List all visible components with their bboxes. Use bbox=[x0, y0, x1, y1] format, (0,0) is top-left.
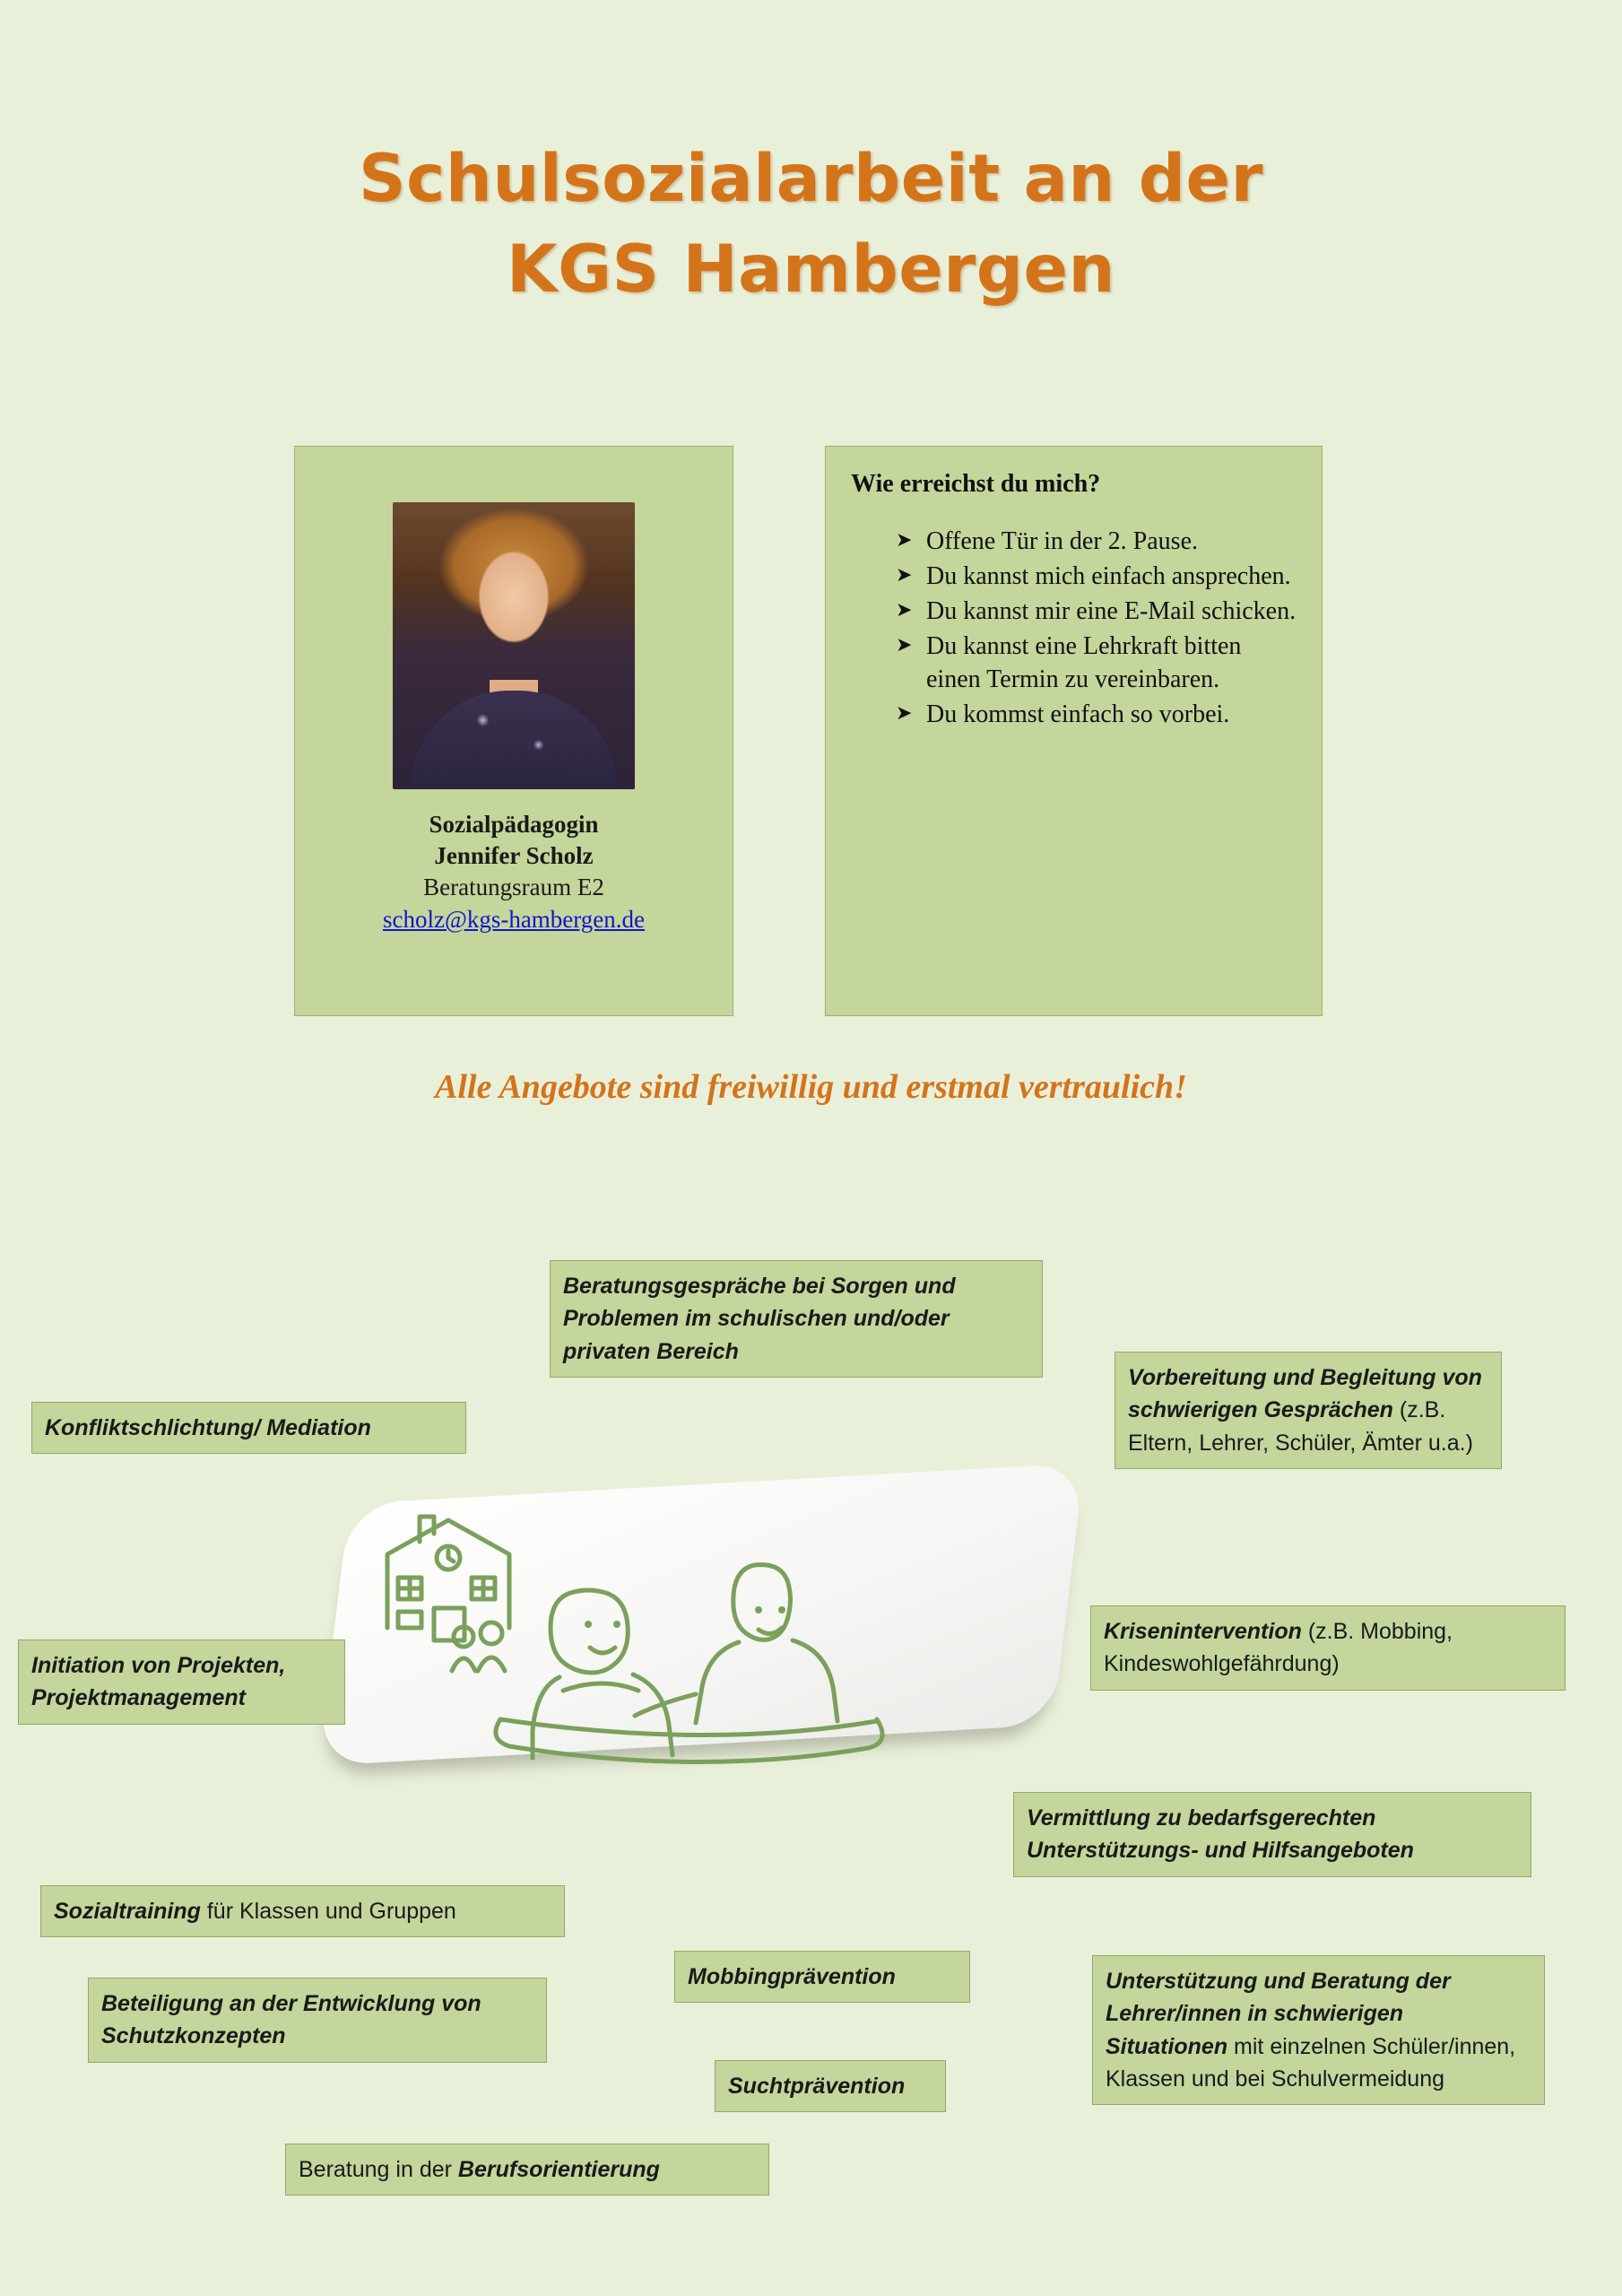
service-label-strong: Initiation von Projekten, Projektmanagement bbox=[31, 1653, 286, 1711]
contact-heading: Wie erreichst du mich? bbox=[851, 470, 1101, 498]
staff-card bbox=[294, 446, 733, 1016]
contact-list bbox=[849, 526, 1298, 732]
service-label-rest: (z.B. Eltern, Lehrer, Schüler, Ämter u.a.) bbox=[1128, 1397, 1473, 1456]
service-label-strong: Beratungsgespräche bei Sorgen und Problemen im schulischen und/oder privaten Bereich bbox=[563, 1274, 956, 1364]
service-vermittlung bbox=[1013, 1792, 1531, 1877]
illustration-counselling bbox=[334, 1484, 1100, 1780]
service-initiation-projekte bbox=[18, 1639, 345, 1725]
service-label-strong: Unterstützung und Beratung der Lehrer/innen in schwierigen Situationen bbox=[1106, 1969, 1451, 2059]
contact-card bbox=[825, 446, 1323, 1016]
service-mobbingpraevention bbox=[674, 1951, 970, 2003]
service-beteiligung-schutzkonzepte bbox=[88, 1978, 547, 2063]
list-item: ➤ Du kannst mich einfach ansprechen. bbox=[896, 561, 1298, 594]
illustration-drawing bbox=[334, 1484, 1100, 1780]
list-item: ➤ Du kannst mir eine E-Mail schicken. bbox=[896, 596, 1298, 629]
service-label-emph: Berufsorientierung bbox=[457, 2157, 660, 2182]
service-label-rest: (z.B. Mobbing, Kindeswohlgefährdung) bbox=[1104, 1619, 1453, 1677]
service-label-strong: Konfliktschlichtung/ Mediation bbox=[45, 1415, 371, 1440]
service-label-strong: Krisenintervention bbox=[1104, 1619, 1302, 1644]
service-label-strong: Beteiligung an der Entwicklung von Schutzkonzepten bbox=[101, 1991, 481, 2049]
service-label-rest: mit einzelnen Schüler/innen, Klassen und bei Schulvermeidung bbox=[1106, 2033, 1516, 2092]
page-title-line-1: Schulsozialarbeit an der bbox=[359, 141, 1263, 217]
service-sozialtraining bbox=[40, 1885, 565, 1937]
staff-caption bbox=[295, 809, 733, 935]
list-item: ➤ Du kannst eine Lehrkraft bitten einen Termin zu vereinbaren. bbox=[896, 631, 1298, 697]
service-unterstuetzung-lehrer bbox=[1092, 1955, 1545, 2105]
service-konfliktschlichtung bbox=[31, 1402, 466, 1454]
service-suchtpraevention bbox=[715, 2060, 946, 2112]
service-label-rest: für Klassen und Gruppen bbox=[200, 1899, 456, 1924]
service-label-strong: Mobbingprävention bbox=[688, 1964, 896, 1989]
list-item: ➤ Du kommst einfach so vorbei. bbox=[896, 699, 1298, 732]
service-berufsorientierung bbox=[285, 2144, 769, 2196]
service-label-strong: Vorbereitung und Begleitung von schwierigen Gesprächen bbox=[1128, 1365, 1482, 1423]
service-label-strong: Suchtprävention bbox=[728, 2074, 906, 2099]
page-title-line-2: KGS Hambergen bbox=[507, 230, 1115, 308]
tagline: Alle Angebote sind freiwillig und erstmal vertraulich! bbox=[435, 1068, 1187, 1106]
service-krisenintervention bbox=[1090, 1605, 1566, 1691]
avatar-torso bbox=[411, 691, 617, 789]
service-label-strong: Vermittlung zu bedarfsgerechten Unterstützungs- und Hilfsangeboten bbox=[1027, 1805, 1414, 1864]
avatar bbox=[393, 502, 635, 789]
service-beratungsgespraeche bbox=[550, 1260, 1043, 1378]
service-label-rest: Beratung in der bbox=[299, 2157, 458, 2182]
service-label-strong: Sozialtraining bbox=[54, 1899, 201, 1924]
staff-email-link[interactable]: scholz@kgs-hambergen.de bbox=[382, 906, 646, 934]
staff-name: Jennifer Scholz bbox=[434, 842, 594, 870]
staff-room: Beratungsraum E2 bbox=[423, 874, 604, 901]
page-title bbox=[0, 0, 1622, 315]
staff-role: Sozialpädagogin bbox=[429, 811, 599, 838]
list-item: ➤ Offene Tür in der 2. Pause. bbox=[896, 526, 1298, 559]
service-vorbereitung-begleitung bbox=[1115, 1352, 1502, 1469]
